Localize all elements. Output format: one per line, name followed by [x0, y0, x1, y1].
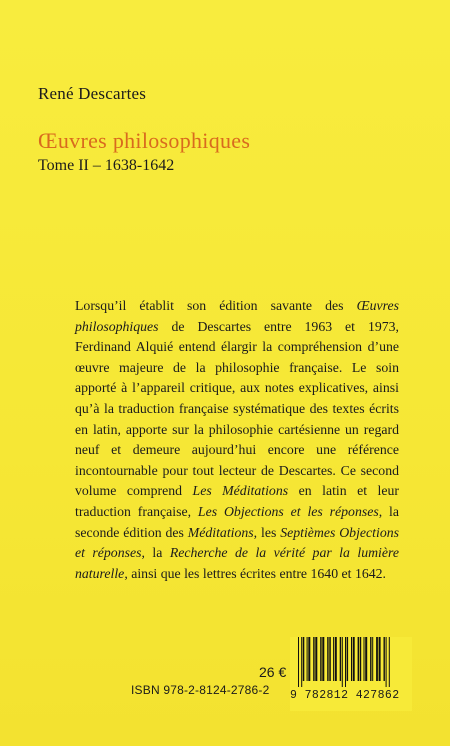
author-name: René Descartes	[38, 84, 147, 103]
barcode-guard-bar	[386, 637, 387, 687]
barcode-bar	[320, 637, 321, 681]
barcode-bar	[379, 637, 381, 681]
barcode-bar	[327, 637, 328, 681]
barcode-bar	[358, 637, 359, 681]
barcode-bar	[353, 637, 355, 681]
barcode-bar	[340, 637, 341, 681]
barcode-guard-bar	[301, 637, 302, 687]
volume-info: Tome II – 1638-1642	[38, 157, 175, 174]
barcode-bar	[329, 637, 331, 681]
isbn-label: ISBN 978-2-8124-2786-2	[131, 683, 270, 697]
barcode-guard-bar	[342, 637, 343, 687]
barcode-bar	[351, 637, 352, 681]
blurb-italic-title: Recherche de la vérité par la lumière naturelle	[75, 545, 399, 581]
barcode	[290, 637, 412, 711]
barcode-bar	[360, 637, 362, 681]
blurb-italic-title: Les Méditations	[192, 483, 289, 499]
barcode-bar	[372, 637, 373, 681]
barcode-guard-bar	[389, 637, 390, 687]
barcode-guard-bar	[298, 637, 299, 687]
barcode-bar	[347, 637, 349, 681]
barcode-bars	[290, 637, 412, 687]
back-cover-blurb	[75, 296, 399, 584]
blurb-text: en latin et leur traduction française,	[75, 483, 400, 519]
blurb-text: , la	[141, 545, 170, 561]
barcode-bar	[315, 637, 317, 681]
barcode-digits: 9 782812 427862	[290, 689, 400, 702]
barcode-bar	[307, 637, 308, 681]
blurb-italic-title: Les Objections et les réponses	[197, 503, 379, 519]
blurb-text: , ainsi que les lettres écrites entre 1640 et 1642.	[124, 565, 386, 581]
barcode-bar	[364, 637, 365, 681]
barcode-bar	[313, 637, 314, 681]
barcode-bar	[365, 637, 367, 681]
book-title: Œuvres philosophiques	[38, 128, 251, 153]
blurb-italic-title: Œuvres philosophiques	[75, 298, 399, 334]
barcode-bar	[384, 637, 385, 681]
barcode-bar	[308, 637, 310, 681]
blurb-text: , les	[253, 524, 281, 540]
blurb-text: Lorsqu’il établit son édition savante des	[75, 298, 357, 313]
barcode-bar	[303, 637, 305, 681]
barcode-bar	[333, 637, 334, 681]
barcode-guard-bar	[345, 637, 346, 687]
barcode-bar	[376, 637, 378, 681]
barcode-bar	[322, 637, 324, 681]
blurb-text: , la seconde édition des	[75, 503, 399, 540]
blurb-italic-title: Méditations	[187, 524, 254, 540]
barcode-bar	[370, 637, 371, 681]
barcode-bar	[335, 637, 337, 681]
blurb-text: de Descartes entre 1963 et 1973, Ferdinand Alquié entend élargir la compréhension d’une œuvre majeure de la philosophie française. Le soin apporté à l’appareil critique, aux notes explicatives, ainsi qu’à la traduction française systématique des textes écrits en latin, apporte sur la philosophie cartésienne un regard neuf et demeure aujourd’hui encore une référence incontournable pour tout lecteur de Descartes. Ce second volume comprend	[75, 318, 399, 499]
blurb-italic-title: Septièmes Objections et réponses	[75, 524, 399, 561]
price-label: 26 €	[259, 664, 287, 680]
